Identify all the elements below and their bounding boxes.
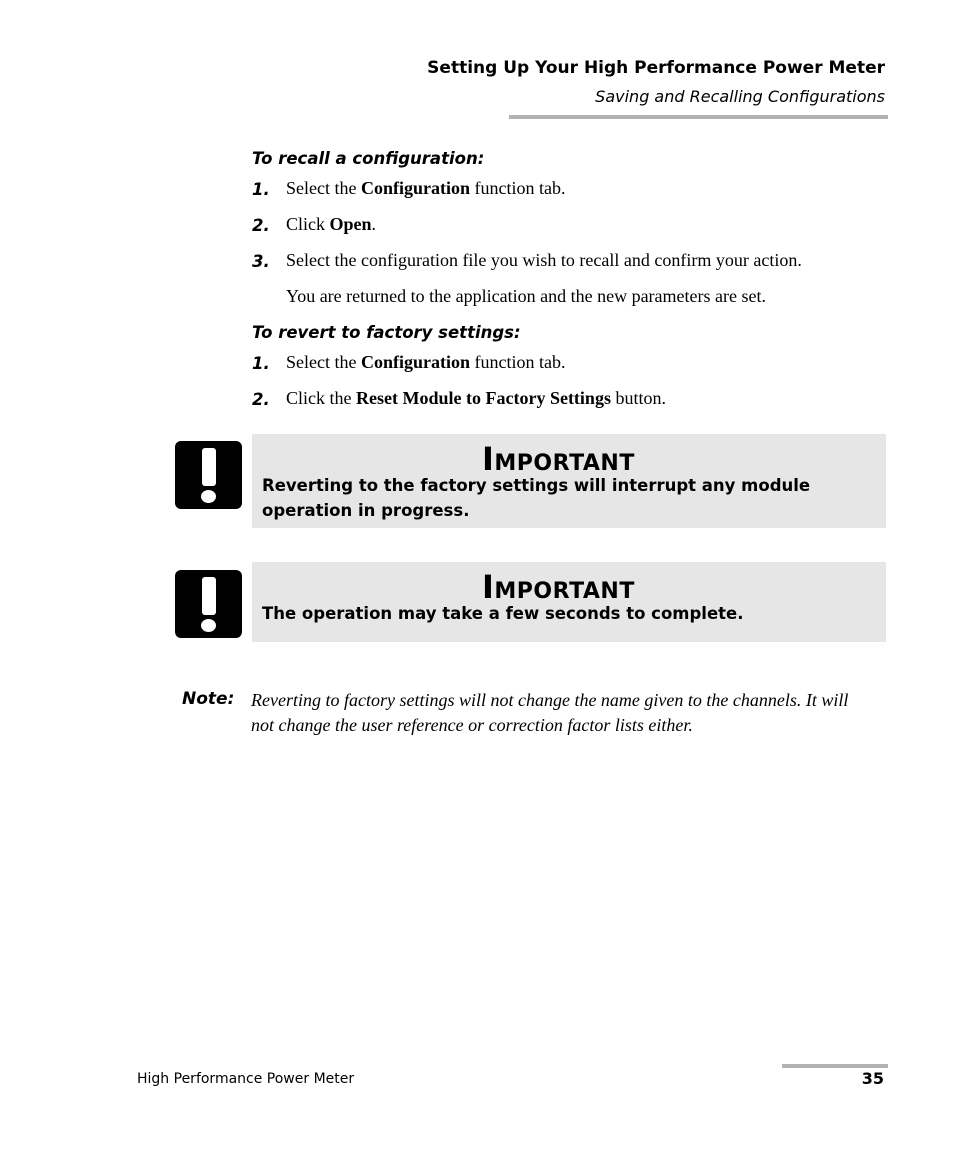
footer-rule	[782, 1064, 888, 1068]
recall-step-3-text: Select the configuration file you wish to recall and confirm your action.	[286, 250, 802, 270]
note-label: Note:	[182, 689, 235, 709]
important-text: The operation may take a few seconds to complete.	[262, 604, 744, 623]
important-title: IMPORTANT	[482, 440, 635, 478]
recall-step-1-text: Select the Configuration function tab.	[286, 178, 566, 198]
header-rule	[509, 115, 888, 119]
recall-heading: To recall a configuration:	[252, 149, 485, 168]
revert-step-2-number: 2.	[252, 390, 270, 409]
recall-result-text: You are returned to the application and the new parameters are set.	[286, 286, 766, 306]
important-callout-2	[252, 562, 886, 642]
recall-step-2-text: Click Open.	[286, 214, 377, 234]
recall-step-2-number: 2.	[252, 216, 270, 235]
running-header-title: Setting Up Your High Performance Power Meter	[427, 58, 885, 78]
exclamation-icon	[175, 441, 242, 509]
revert-step-2-text: Click the Reset Module to Factory Settings button.	[286, 388, 666, 408]
recall-step-3-number: 3.	[252, 252, 270, 271]
footer-title: High Performance Power Meter	[137, 1071, 355, 1087]
revert-step-1-number: 1.	[252, 354, 270, 373]
page-number: 35	[861, 1069, 884, 1088]
revert-step-1-text: Select the Configuration function tab.	[286, 352, 566, 372]
recall-step-1-number: 1.	[252, 180, 270, 199]
important-callout-1	[252, 434, 886, 528]
important-text: Reverting to the factory settings will interrupt any module operation in progress.	[262, 476, 811, 520]
exclamation-icon	[175, 570, 242, 638]
important-title: IMPORTANT	[482, 568, 635, 606]
note-text: Reverting to factory settings will not change the name given to the channels. It will not change the user reference or correction factor lists either.	[251, 690, 849, 735]
running-header-subtitle: Saving and Recalling Configurations	[595, 87, 885, 106]
revert-heading: To revert to factory settings:	[252, 323, 521, 342]
